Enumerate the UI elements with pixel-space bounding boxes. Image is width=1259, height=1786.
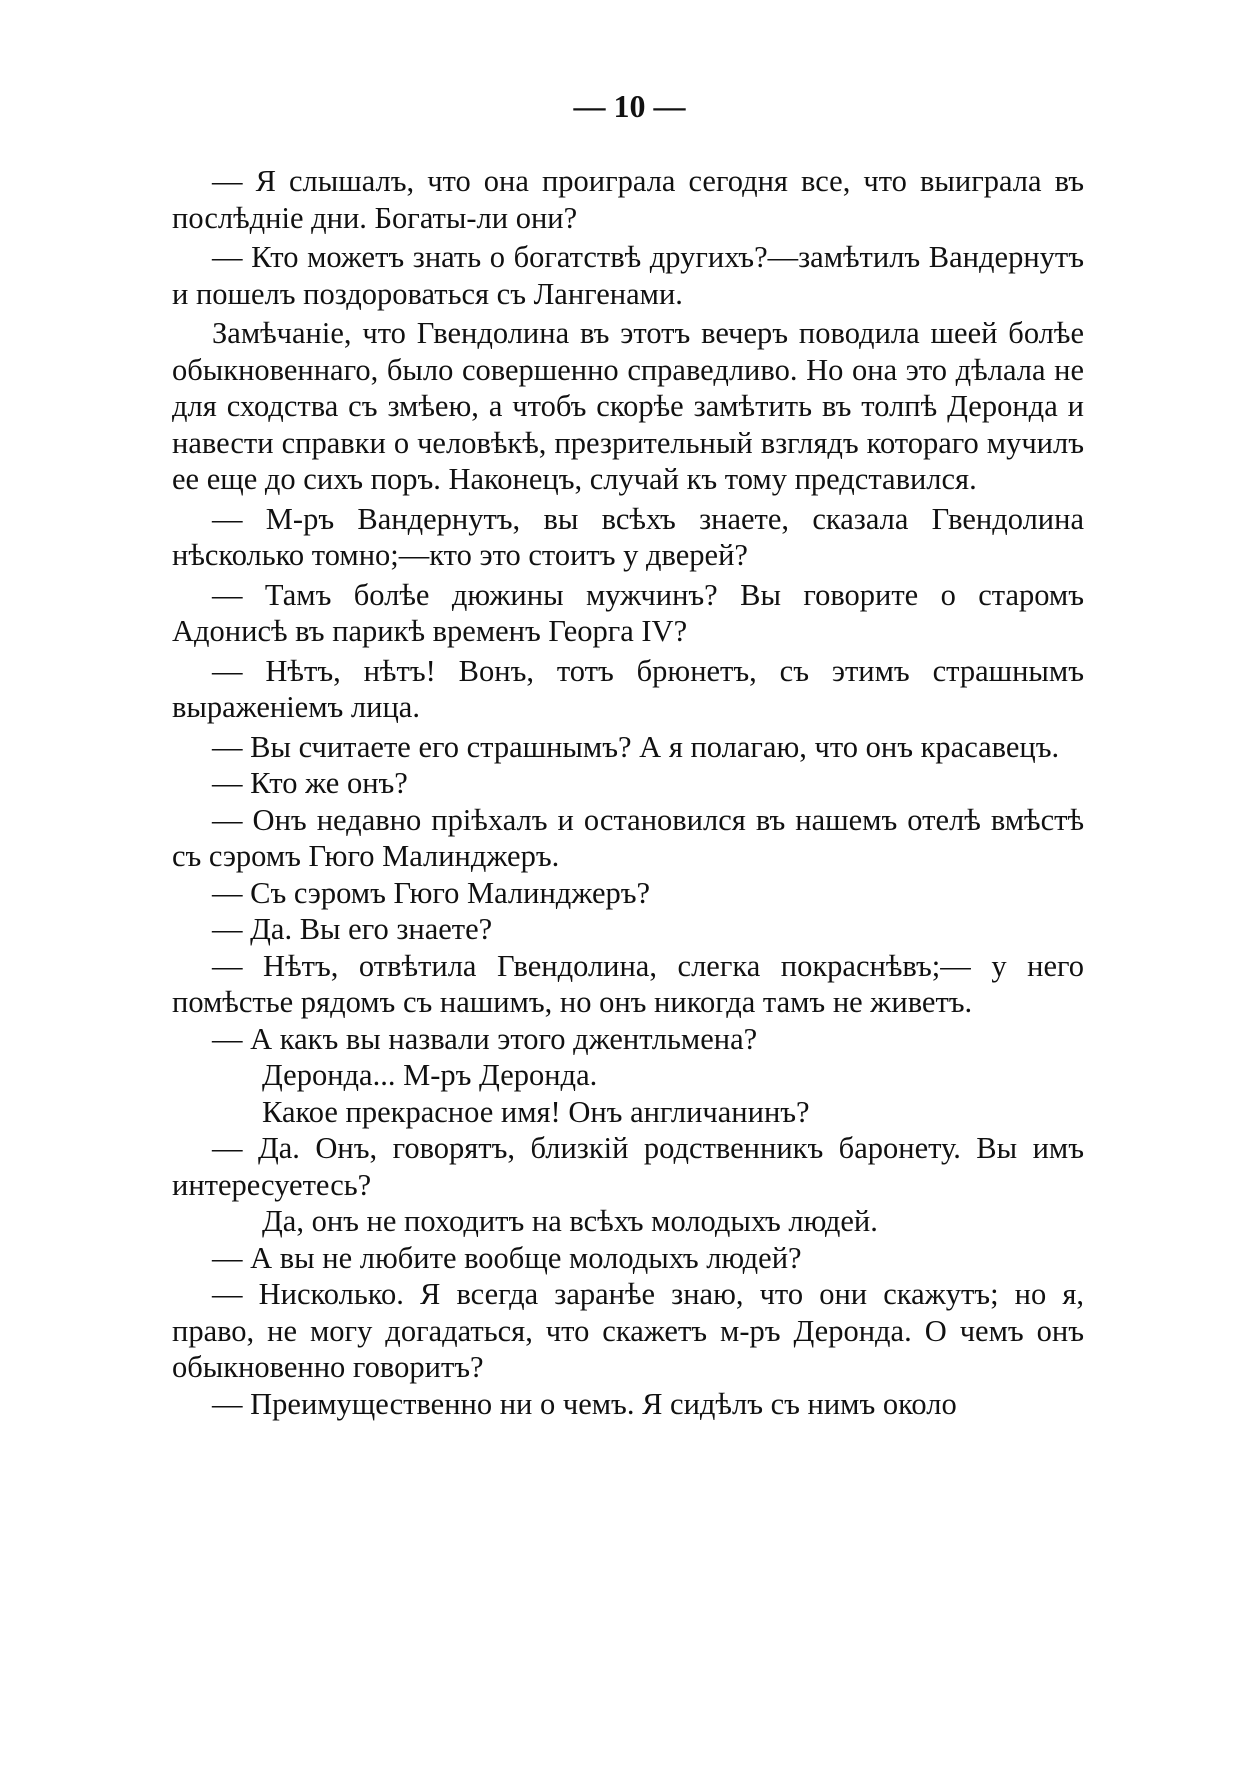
body-text xyxy=(172,163,1084,1422)
paragraph: — Тамъ болѣе дюжины мужчинъ? Вы говорите о старомъ Адонисѣ въ парикѣ временъ Георга IV? xyxy=(172,577,1084,648)
paragraph: Деронда... М-ръ Деронда. xyxy=(262,1058,598,1092)
paragraph: — Нѣтъ, нѣтъ! Вонъ, тотъ брюнетъ, съ этимъ страшнымъ выраженіемъ лица. xyxy=(172,653,1084,724)
paragraph: — Да. Онъ, говорятъ, близкій родственникъ баронету. Вы имъ интересуетесь? xyxy=(172,1131,1084,1202)
paragraph: — Онъ недавно пріѣхалъ и остановился въ нашемъ отелѣ вмѣстѣ съ сэромъ Гюго Малинджеръ. xyxy=(172,802,1084,873)
paragraph: Какое прекрасное имя! Онъ англичанинъ? xyxy=(262,1094,810,1129)
paragraph: — А какъ вы назвали этого джентльмена? xyxy=(212,1021,758,1056)
paragraph: — Съ сэромъ Гюго Малинджеръ? xyxy=(212,875,651,910)
paragraph: — Я слышалъ, что она проиграла сегодня все, что выиграла въ послѣдніе дни. Богаты-ли они? xyxy=(172,164,1084,235)
paragraph: — Нисколько. Я всегда заранѣе знаю, что они скажутъ; но я, право, не могу догадаться, что скажетъ м-ръ Деронда. О чемъ онъ обыкновенно говоритъ? xyxy=(172,1277,1084,1384)
paragraph: — Да. Вы его знаете? xyxy=(212,912,493,946)
paragraph: Да, онъ не походитъ на всѣхъ молодыхъ людей. xyxy=(262,1204,878,1238)
paragraph: — Преимущественно ни о чемъ. Я сидѣлъ съ нимъ около xyxy=(212,1386,957,1421)
paragraph: — Нѣтъ, отвѣтила Гвендолина, слегка покраснѣвъ;— у него помѣстье рядомъ съ нашимъ, но онъ никогда тамъ не живетъ. xyxy=(172,948,1084,1019)
paragraph: — М-ръ Вандернутъ, вы всѣхъ знаете, сказала Гвендолина нѣсколько томно;—кто это стоитъ у дверей? xyxy=(172,501,1084,572)
page-number: — 10 — xyxy=(573,88,686,124)
paragraph: — Кто можетъ знать о богатствѣ другихъ?—замѣтилъ Вандернутъ и пошелъ поздороваться съ Лангенами. xyxy=(172,240,1084,311)
paragraph: — Кто же онъ? xyxy=(212,766,408,800)
paragraph: — Вы считаете его страшнымъ? А я полагаю, что онъ красавецъ. xyxy=(212,729,1060,764)
paragraph: Замѣчаніе, что Гвендолина въ этотъ вечеръ поводила шеей болѣе обыкновеннаго, было совершенно справедливо. Но она это дѣлала не для сходства съ змѣею, а чтобъ скорѣе замѣтить въ толпѣ Деронда и навести справки о человѣкѣ, презрительный взглядъ котораго мучилъ ее еще до сихъ поръ. Наконецъ, случай къ тому представился. xyxy=(172,316,1084,496)
paragraph: — А вы не любите вообще молодыхъ людей? xyxy=(212,1240,802,1275)
